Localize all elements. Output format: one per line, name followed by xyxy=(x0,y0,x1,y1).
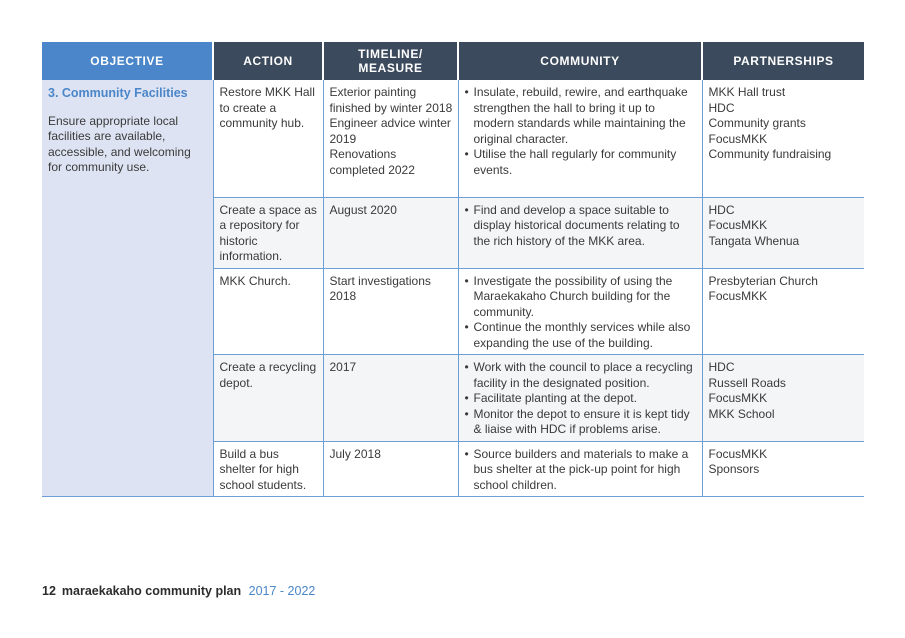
community-bullet: • Facilitate planting at the depot. xyxy=(465,391,697,407)
action-cell: Create a space as a repository for historic information. xyxy=(213,197,323,268)
timeline-item: Engineer advice winter 2019 xyxy=(329,116,451,146)
timeline-item: Renovations completed 2022 xyxy=(329,147,415,177)
community-cell xyxy=(458,355,702,442)
partner-item: Sponsors xyxy=(708,462,760,476)
timeline-cell xyxy=(323,355,458,442)
partner-item: Community grants xyxy=(708,116,806,130)
timeline-cell xyxy=(323,80,458,197)
timeline-item: August 2020 xyxy=(329,202,397,217)
action-cell: MKK Church. xyxy=(213,268,323,355)
community-bullet: • Continue the monthly services while also expanding the use of the building. xyxy=(465,320,697,351)
partner-item: HDC xyxy=(708,100,735,115)
partner-item: Presbyterian Church xyxy=(708,273,818,288)
community-bullet: • Investigate the possibility of using the Maraekakaho Church building for the community. xyxy=(465,274,697,321)
partner-item: MKK School xyxy=(708,406,775,421)
action-cell: Build a bus shelter for high school students. xyxy=(213,441,323,497)
partner-item: FocusMKK xyxy=(708,131,768,146)
community-plan-table xyxy=(42,42,864,497)
table-header-row xyxy=(42,42,864,80)
objective-title: 3. Community Facilities xyxy=(48,86,188,100)
partner-item: Community fundraising xyxy=(708,147,832,161)
action-cell: Restore MKK Hall to create a community hub. xyxy=(213,80,323,197)
community-bullet: • Find and develop a space suitable to display historical documents relating to the rich history of the MKK area. xyxy=(465,203,697,250)
timeline-item: Start investigations 2018 xyxy=(329,273,431,303)
partnerships-cell xyxy=(702,197,864,268)
partner-item: MKK Hall trust xyxy=(708,85,786,99)
partner-item: HDC xyxy=(708,202,735,217)
partner-item: FocusMKK xyxy=(708,446,768,461)
header-action: ACTION xyxy=(213,42,323,80)
page-footer xyxy=(42,584,315,598)
community-bullet: • Monitor the depot to ensure it is kept tidy & liaise with HDC if problems arise. xyxy=(465,407,697,438)
partnerships-cell xyxy=(702,80,864,197)
table-row xyxy=(42,80,864,197)
header-objective: OBJECTIVE xyxy=(42,42,213,80)
community-cell xyxy=(458,80,702,197)
partnerships-cell xyxy=(702,355,864,442)
timeline-item: Exterior painting finished by winter 2018 xyxy=(329,85,453,115)
header-timeline: TIMELINE/ MEASURE xyxy=(323,42,458,80)
objective-cell xyxy=(42,80,213,497)
timeline-cell xyxy=(323,268,458,355)
partner-item: FocusMKK xyxy=(708,289,768,303)
timeline-item: 2017 xyxy=(329,360,357,374)
community-cell xyxy=(458,268,702,355)
partner-item: FocusMKK xyxy=(708,391,768,405)
community-bullet: • Utilise the hall regularly for community events. xyxy=(465,147,697,178)
timeline-cell xyxy=(323,197,458,268)
objective-description: Ensure appropriate local facilities are available, accessible, and welcoming for community use. xyxy=(48,113,191,174)
page-number: 12 xyxy=(42,584,56,598)
community-cell xyxy=(458,197,702,268)
header-community: COMMUNITY xyxy=(458,42,702,80)
partner-item: Russell Roads xyxy=(708,375,786,390)
plan-years: 2017 - 2022 xyxy=(248,584,316,598)
community-bullet: • Insulate, rebuild, rewire, and earthquake strengthen the hall to bring it up to modern standards while maintaining the original character. xyxy=(465,85,697,147)
community-bullet: • Source builders and materials to make a bus shelter at the pick-up point for high school children. xyxy=(465,447,697,494)
timeline-cell xyxy=(323,441,458,497)
partnerships-cell xyxy=(702,441,864,497)
community-cell xyxy=(458,441,702,497)
partner-item: HDC xyxy=(708,360,735,374)
partner-item: FocusMKK xyxy=(708,218,768,232)
header-partnerships: PARTNERSHIPS xyxy=(702,42,864,80)
partnerships-cell xyxy=(702,268,864,355)
timeline-item: July 2018 xyxy=(329,446,381,461)
plan-name: maraekakaho community plan xyxy=(61,584,242,598)
community-bullet: • Work with the council to place a recycling facility in the designated position. xyxy=(465,360,697,391)
action-cell: Create a recycling depot. xyxy=(213,355,323,442)
partner-item: Tangata Whenua xyxy=(708,233,800,248)
